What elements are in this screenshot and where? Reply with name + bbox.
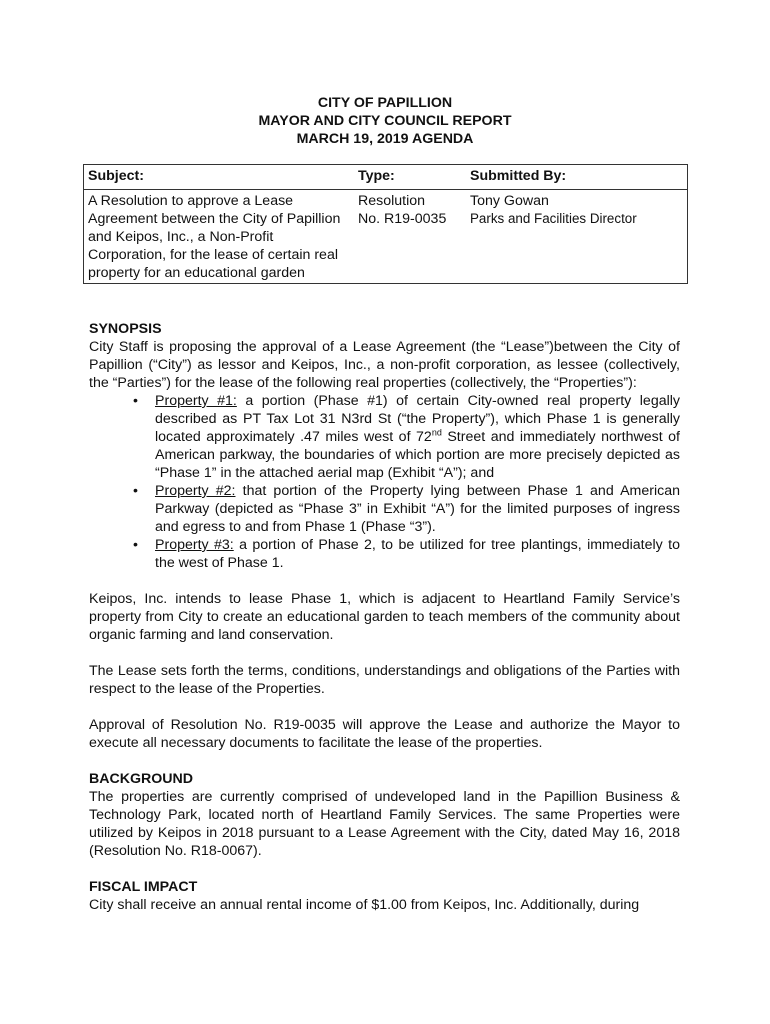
ordinal-suffix: nd [431,427,442,438]
property-1-text-b: Street and immediately northwest of American parkway, the boundaries of which portion are more precisely depicted as “Phase 1” in the attached aerial map (Exhibit “A”); and [155,429,680,481]
subject-cell: A Resolution to approve a Lease Agreement between the City of Papillion and Keipos, Inc., a Non-Profit Corporation, for the lease of certain real property for an educational garden [88,193,341,281]
property-list [89,392,680,572]
spacer [89,860,680,878]
fiscal-impact-heading: FISCAL IMPACT [89,879,198,895]
property-item-1 [133,392,680,482]
subject-header: Subject: [84,165,355,190]
property-item-3 [133,536,680,572]
agenda-date: MARCH 19, 2019 AGENDA [296,131,474,147]
fiscal-impact-text: City shall receive an annual rental income of $1.00 from Keipos, Inc. Additionally, during [89,897,640,913]
resolution-number: No. R19-0035 [358,211,447,227]
synopsis-paragraph-4: Approval of Resolution No. R19-0035 will approve the Lease and authorize the Mayor to execute all necessary documents to facilitate the lease of the properties. [89,717,680,751]
property-1-label: Property #1: [155,393,237,409]
info-table-header-row [84,165,688,190]
submitter-title: Parks and Facilities Director [470,211,637,226]
bullet-icon: • [133,483,138,499]
report-title: MAYOR AND CITY COUNCIL REPORT [258,113,512,129]
property-2-text: that portion of the Property lying between Phase 1 and American Parkway (depicted as “Phase 3” in Exhibit “A”) for the limited purposes of ingress and egress to and from Phase 1 (Phase “3”). [155,483,680,535]
property-3-label: Property #3: [155,537,234,553]
submitted-by-cell [466,190,688,284]
synopsis-paragraph-3: The Lease sets forth the terms, conditions, understandings and obligations of the Parties with respect to the lease of the Properties. [89,663,680,697]
property-2-label: Property #2: [155,483,236,499]
info-table-row [84,190,688,284]
synopsis-heading: SYNOPSIS [89,321,162,337]
spacer [89,644,680,662]
spacer [89,752,680,770]
type-cell [354,190,466,284]
property-1-text-a: a portion (Phase #1) of certain City-owned real property legally described as PT Tax Lot 31 N3rd St (“the Property”), which Phase 1 is generally located approximately .47 miles west of 72 [155,393,680,445]
spacer [89,698,680,716]
type-line-1: Resolution [358,193,426,209]
city-name: CITY OF PAPILLION [317,95,453,111]
background-text: The properties are currently comprised of undeveloped land in the Papillion Business & Technology Park, located north of Heartland Family Services. The same Properties were utilized by Keipos in 2018 pursuant to a Lease Agreement with the City, dated May 16, 2018 (Resolution No. R18-0067). [89,789,680,859]
bullet-icon: • [133,393,138,409]
property-item-2 [133,482,680,536]
synopsis-intro: City Staff is proposing the approval of a Lease Agreement (the “Lease”)between the City of Papillion (“City”) as lessor and Keipos, Inc., a non-profit corporation, as lessee (collectively, the “Parties”) for the lease of the following real properties (collectively, the “Properties”): [89,339,680,391]
type-header: Type: [354,165,466,190]
property-3-text: a portion of Phase 2, to be utilized for tree plantings, immediately to the west of Phase 1. [155,537,680,571]
background-heading: BACKGROUND [89,771,194,787]
bullet-icon: • [133,537,138,553]
spacer [89,572,680,590]
report-header [0,94,770,148]
info-table [83,164,688,284]
submitter-name: Tony Gowan [470,193,549,209]
submitted-by-header: Submitted By: [466,165,688,190]
synopsis-paragraph-2: Keipos, Inc. intends to lease Phase 1, which is adjacent to Heartland Family Service’s property from City to create an educational garden to teach members of the community about organic farming and land conservation. [89,591,680,643]
report-body [89,320,680,914]
